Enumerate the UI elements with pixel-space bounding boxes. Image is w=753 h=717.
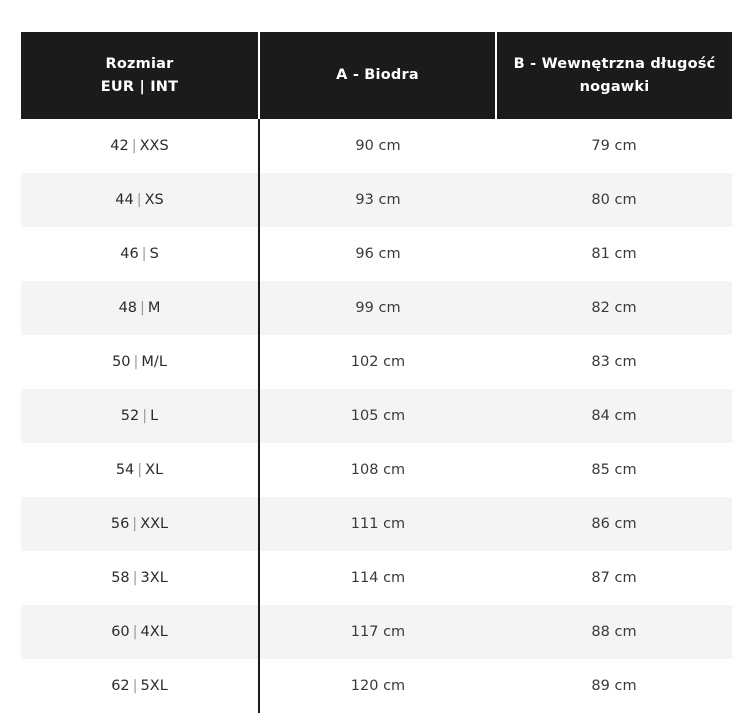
table-row	[21, 227, 732, 281]
size-separator: |	[132, 624, 138, 640]
cell-size	[21, 335, 259, 389]
table-row	[21, 389, 732, 443]
table-row	[21, 551, 732, 605]
cell-hips: 114 cm	[259, 551, 496, 605]
size-separator: |	[142, 408, 148, 424]
cell-inseam: 85 cm	[496, 443, 732, 497]
header-line-1: B - Wewnętrzna długość	[513, 56, 716, 73]
cell-inseam: 83 cm	[496, 335, 732, 389]
cell-size	[21, 119, 259, 173]
cell-inseam: 82 cm	[496, 281, 732, 335]
header-cell-inseam	[496, 32, 732, 119]
size-int: 5XL	[140, 678, 168, 694]
cell-hips: 111 cm	[259, 497, 496, 551]
size-eur: 56	[110, 516, 130, 532]
size-separator: |	[141, 246, 147, 262]
size-int: XL	[145, 462, 164, 478]
size-eur: 46	[120, 246, 139, 262]
cell-inseam: 87 cm	[496, 551, 732, 605]
table-row	[21, 281, 732, 335]
cell-size	[21, 443, 259, 497]
size-separator: |	[137, 462, 143, 478]
cell-inseam: 80 cm	[496, 173, 732, 227]
size-eur: 60	[111, 624, 130, 640]
table-header	[21, 32, 732, 119]
cell-hips: 117 cm	[259, 605, 496, 659]
header-line-2: EUR | INT	[100, 78, 179, 95]
size-separator: |	[132, 678, 138, 694]
cell-inseam: 84 cm	[496, 389, 732, 443]
header-line-2: nogawki	[579, 78, 650, 95]
size-int: L	[150, 408, 159, 424]
size-int: M	[147, 300, 161, 316]
header-row	[21, 32, 732, 119]
table-body	[21, 119, 732, 713]
table-row	[21, 443, 732, 497]
header-cell-hips	[259, 32, 496, 119]
size-separator: |	[131, 138, 137, 154]
cell-size	[21, 605, 259, 659]
table-row	[21, 173, 732, 227]
cell-hips: 108 cm	[259, 443, 496, 497]
size-eur: 54	[115, 462, 135, 478]
size-separator: |	[140, 300, 145, 316]
header-line-1: Rozmiar	[105, 56, 174, 73]
size-separator: |	[136, 192, 142, 208]
cell-inseam: 88 cm	[496, 605, 732, 659]
size-int: XS	[144, 192, 164, 208]
size-int: XXL	[140, 516, 169, 532]
size-int: M/L	[141, 354, 167, 370]
cell-inseam: 89 cm	[496, 659, 732, 713]
size-eur: 44	[115, 192, 134, 208]
table-row	[21, 605, 732, 659]
cell-size	[21, 227, 259, 281]
cell-size	[21, 659, 259, 713]
cell-hips: 102 cm	[259, 335, 496, 389]
cell-hips: 120 cm	[259, 659, 496, 713]
cell-hips: 99 cm	[259, 281, 496, 335]
cell-hips: 105 cm	[259, 389, 496, 443]
cell-size	[21, 173, 259, 227]
cell-size	[21, 389, 259, 443]
size-eur: 52	[120, 408, 140, 424]
table-row	[21, 119, 732, 173]
cell-inseam: 86 cm	[496, 497, 732, 551]
cell-inseam: 79 cm	[496, 119, 732, 173]
cell-size	[21, 551, 259, 605]
size-eur: 50	[112, 354, 131, 370]
size-eur: 62	[111, 678, 130, 694]
size-int: 3XL	[140, 570, 168, 586]
header-cell-size	[21, 32, 259, 119]
size-eur: 48	[118, 300, 138, 316]
size-separator: |	[132, 570, 138, 586]
size-eur: 58	[111, 570, 130, 586]
size-int: S	[149, 246, 159, 262]
size-separator: |	[132, 516, 138, 532]
size-int: XXS	[139, 138, 169, 154]
cell-hips: 90 cm	[259, 119, 496, 173]
cell-inseam: 81 cm	[496, 227, 732, 281]
size-int: 4XL	[140, 624, 168, 640]
cell-size	[21, 497, 259, 551]
table-row	[21, 497, 732, 551]
cell-size	[21, 281, 259, 335]
table-row	[21, 335, 732, 389]
size-separator: |	[133, 354, 139, 370]
cell-hips: 96 cm	[259, 227, 496, 281]
size-eur: 42	[110, 138, 129, 154]
header-line-1: A - Biodra	[336, 67, 419, 84]
cell-hips: 93 cm	[259, 173, 496, 227]
table-row	[21, 659, 732, 713]
size-table	[21, 32, 732, 713]
